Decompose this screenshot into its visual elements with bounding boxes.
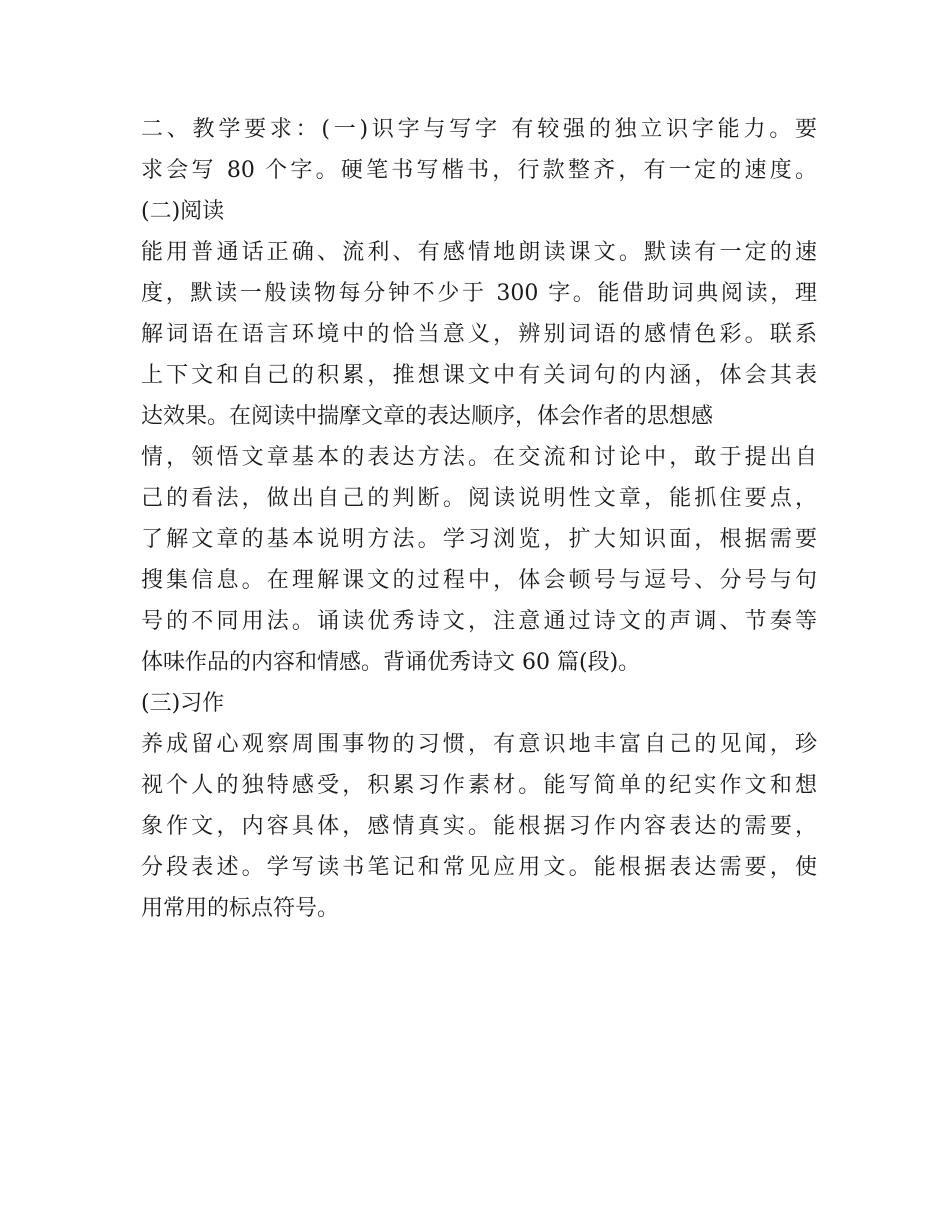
document-body — [141, 109, 817, 929]
text-line: 养成留心观察周围事物的习惯，有意识地丰富自己的见闻，珍 — [141, 732, 817, 757]
text-line: 了解文章的基本说明方法。学习浏览，扩大知识面，根据需要 — [141, 527, 817, 552]
text-line: 上下文和自己的积累，推想课文中有关词句的内涵，体会其表 — [141, 363, 817, 388]
text-line: 二、教学要求：(一)识字与写字 有较强的独立识字能力。要 — [141, 117, 817, 142]
text-line: 己的看法，做出自己的判断。阅读说明性文章，能抓住要点， — [141, 486, 817, 511]
text-line: 能用普通话正确、流利、有感情地朗读课文。默读有一定的速 — [141, 240, 817, 265]
text-line: 解词语在语言环境中的恰当意义，辨别词语的感情色彩。联系 — [141, 322, 817, 347]
text-line: 用常用的标点符号。 — [141, 896, 340, 921]
text-line: 体味作品的内容和情感。背诵优秀诗文 60 篇(段)。 — [141, 650, 641, 675]
text-line: 号的不同用法。诵读优秀诗文，注意通过诗文的声调、节奏等 — [141, 609, 817, 634]
section-heading-writing: (三)习作 — [141, 691, 225, 716]
text-line: 象作文，内容具体，感情真实。能根据习作内容表达的需要， — [141, 814, 817, 839]
text-line: 达效果。在阅读中揣摩文章的表达顺序，体会作者的思想感 — [141, 404, 714, 429]
text-line: 分段表述。学写读书笔记和常见应用文。能根据表达需要，使 — [141, 855, 817, 880]
text-line: 求会写 80 个字。硬笔书写楷书，行款整齐，有一定的速度。 — [141, 158, 817, 183]
text-line: 情，领悟文章基本的表达方法。在交流和讨论中，敢于提出自 — [141, 445, 817, 470]
text-line: 视个人的独特感受，积累习作素材。能写简单的纪实作文和想 — [141, 773, 817, 798]
section-heading-reading: (二)阅读 — [141, 199, 225, 224]
text-line: 度，默读一般读物每分钟不少于 300 字。能借助词典阅读，理 — [141, 281, 817, 306]
text-line: 搜集信息。在理解课文的过程中，体会顿号与逗号、分号与句 — [141, 568, 817, 593]
